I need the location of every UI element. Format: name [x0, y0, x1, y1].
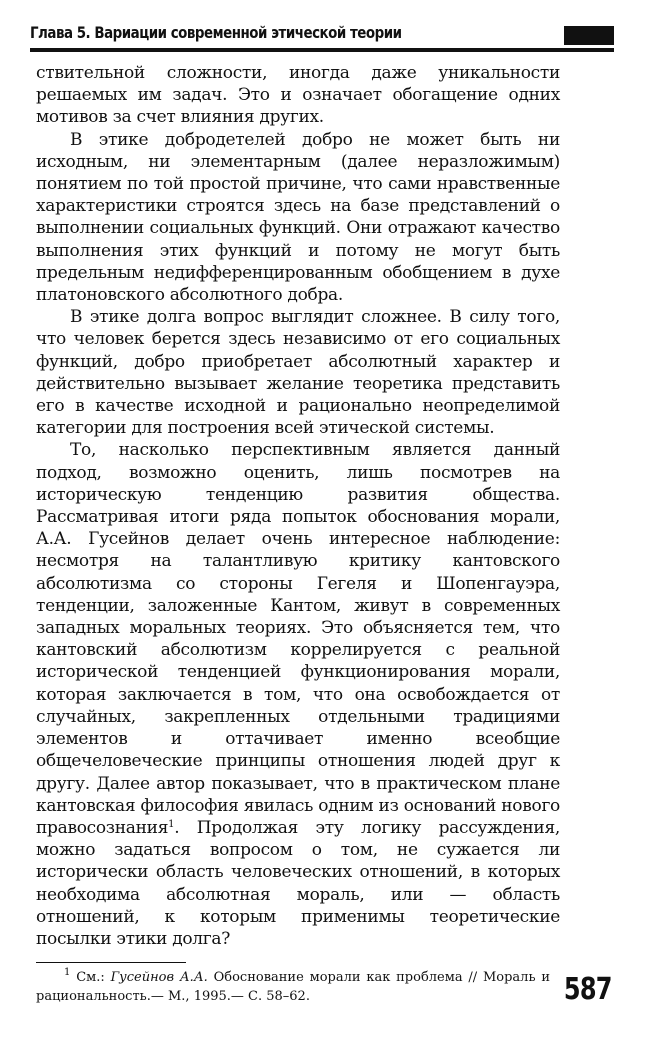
page-number: 587	[564, 972, 612, 1007]
paragraph-1: ствительной сложности, иногда даже уникальности решаемых им задач. Это и означает обогащение одних мотивов за счет влияния других.	[36, 63, 560, 128]
footnote-reference[interactable]: 1	[168, 818, 175, 830]
paragraph-2: В этике добродетелей добро не может быть ни исходным, ни элементарным (далее неразложимым) понятием по той простой причине, что сами нравственные характеристики строятся здесь на базе представлений о выполнении социальных функций. Они отражают качество выполнения этих функций и потому не могут быть предельным недифференцированным обобщением в духе платоновского абсолютного добра.	[36, 129, 560, 306]
paragraph-4	[36, 439, 560, 950]
footnote-text: Обоснование морали как проблема // Мораль и рациональность.— М., 1995.— С. 58–62.	[36, 970, 550, 1004]
footnote	[36, 968, 550, 1006]
body-text	[36, 62, 560, 950]
footnote-rule	[36, 962, 186, 963]
footnote-author: Гусейнов А.А.	[110, 970, 208, 985]
paragraph-4-text: То, насколько перспективным является данный подход, возможно оценить, лишь посмотрев на историческую тенденцию развития общества. Рассматривая итоги ряда попыток обоснования морали, А.А. Гусейнов делает очень интересное наблюдение: несмотря на талантливую критику кантовского абсолютизма со стороны Гегеля и Шопенгауэра, тенденции, заложенные Кантом, живут в современных западных моральных теориях. Это объясняется тем, что кантовский абсолютизм коррелируется с реальной исторической тенденцией функционирования морали, которая заключается в том, что она освобождается от случайных, закрепленных отдельными традициями элементов и оттачивает именно всеобщие общечеловеческие принципы отношения людей друг к другу. Далее автор показывает, что в практическом плане кантовская философия явилась одним из оснований нового правосознания	[36, 440, 560, 838]
paragraph-4-continuation: . Продолжая эту логику рассуждения, можно задаться вопросом о том, не сужается ли исторически область человеческих отношений, в которых необходима абсолютная мораль, или — область отношений, к которым применимы теоретические посылки этики долга?	[36, 817, 560, 949]
footnote-prefix: См.:	[76, 970, 111, 985]
header-rule	[30, 48, 614, 52]
header-black-block	[564, 26, 614, 45]
running-header	[30, 22, 614, 46]
footnote-mark: 1	[64, 967, 71, 978]
chapter-title: Глава 5. Вариации современной этической теории	[30, 23, 402, 42]
paragraph-3: В этике долга вопрос выглядит сложнее. В силу того, что человек берется здесь независимо от его социальных функций, добро приобретает абсолютный характер и действительно вызывает желание теоретика представить его в качестве исходной и рационально неопределимой категории для построения всей этической системы.	[36, 307, 560, 439]
